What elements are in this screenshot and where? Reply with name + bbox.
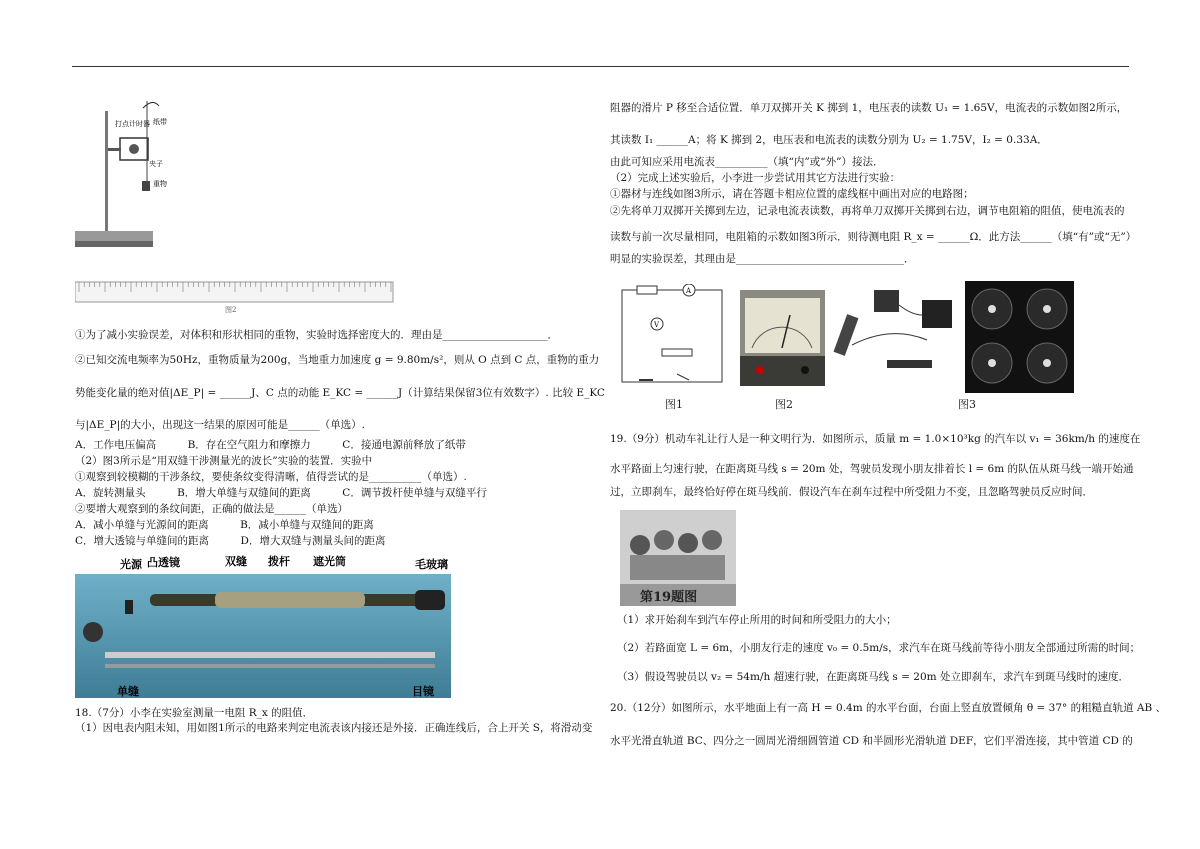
r-line-3: 由此可知应采用电流表__________（填“内”或“外”）接法． — [610, 156, 884, 168]
q3b-options-1: A．减小单缝与光源间的距离 B．减小单缝与双缝间的距离 — [75, 519, 374, 531]
q3-intro: （2）图3所示是“用双缝干涉测量光的波长”实验的装置．实验中 — [75, 455, 373, 467]
q3a-options: A．旋转测量头 B．增大单缝与双缝间的距离 C．调节拨杆使单缝与双缝平行 — [75, 487, 487, 499]
q19-line-1: 19.（9分）机动车礼让行人是一种文明行为．如图所示，质量 m = 1.0×10³kg 的汽车以 v₁ = 36km/h 的速度在 — [610, 433, 1141, 445]
caption-fig3: 图3 — [958, 398, 976, 411]
q19-part-3: （3）假设驾驶员以 v₂ = 54m/h 超速行驶，在距离斑马线 s = 20m 处立即刹车，求汽车到斑马线时的速度． — [617, 671, 1129, 683]
label-ground-glass: 毛玻璃 — [415, 558, 448, 571]
label-single-slit: 单缝 — [117, 685, 139, 698]
caption-fig1: 图1 — [665, 398, 683, 411]
figure-equipment-photo — [832, 285, 962, 385]
figure-resistance-box-photo — [965, 281, 1074, 393]
label-light-source: 光源 — [120, 558, 142, 571]
photo-caption: 第19题图 — [640, 590, 698, 605]
photo-children-crossing — [620, 510, 736, 606]
figure-double-slit-apparatus — [75, 552, 451, 698]
r-line-5: ①器材与连线如图3所示，请在答题卡相应位置的虚线框中画出对应的电路图； — [610, 188, 974, 200]
clip-label: 夹子 — [149, 160, 163, 168]
svg-text:V: V — [654, 321, 660, 329]
tape-label: 纸带 — [153, 118, 167, 126]
q3a-text: ①观察到较模糊的干涉条纹，要使条纹变得清晰，值得尝试的是__________（单选）. — [75, 471, 467, 483]
figure-timer-apparatus — [75, 96, 185, 251]
q19-part-2: （2）若路面宽 L = 6m，小朋友行走的速度 v₀ = 0.5m/s，求汽车在斑马线前等待小朋友全部通过所需的时间； — [617, 642, 1141, 654]
q19-line-2: 水平路面上匀速行驶，在距离斑马线 s = 20m 处，驾驶员发现小朋友排着长 l = 6m 的队伍从斑马线一端开始通 — [610, 463, 1134, 475]
r-line-6: ②先将单刀双掷开关掷到左边，记录电流表读数，再将单刀双掷开关掷到右边，调节电阻箱的阻值，使电流表的 — [610, 205, 1125, 217]
q3b-options-2: C．增大透镜与单缝间的距离 D．增大双缝与测量头间的距离 — [75, 535, 386, 547]
header-rule — [72, 66, 1129, 67]
label-light-tube: 遮光筒 — [313, 555, 346, 568]
q19-line-3: 过，立即刹车，最终恰好停在斑马线前．假设汽车在刹车过程中所受阻力不变，且忽略驾驶员反应时间． — [610, 486, 1093, 498]
fig2-label: 图2 — [225, 306, 237, 314]
label-lever: 拨杆 — [268, 555, 290, 568]
q2-line-c: 与|ΔE_P|的大小，出现这一结果的原因可能是______（单选）. — [75, 419, 365, 431]
timer-label: 打点计时器 — [115, 120, 150, 128]
label-eyepiece: 目镜 — [412, 685, 434, 698]
q1-text: ①为了减小实验误差，对体积和形状相同的重物，实验时选择密度大的．理由是____________________． — [75, 329, 558, 341]
label-convex-lens: 凸透镜 — [147, 556, 180, 569]
r-line-1: 阻器的滑片 P 移至合适位置．单刀双掷开关 K 掷到 1，电压表的读数 U₁ = 1.65V，电流表的示数如图2所示， — [610, 102, 1128, 114]
svg-text:A: A — [686, 287, 692, 295]
q2-line-b: 势能变化量的绝对值|ΔE_P| = ______J、C 点的动能 E_KC = ______J（计算结果保留3位有效数字）. 比较 E_KC — [75, 387, 605, 399]
q18a-text: （1）因电表内阻未知，用如图1所示的电路来判定电流表该内接还是外接．正确连线后，合上开关 S，将滑动变 — [75, 722, 593, 734]
q2-line-a: ②已知交流电频率为50Hz，重物质量为200g，当地重力加速度 g = 9.80m/s²，则从 O 点到 C 点，重物的重力 — [75, 354, 600, 366]
q19-part-1: （1）求开始刹车到汽车停止所用的时间和所受阻力的大小； — [617, 614, 897, 626]
r-line-2: 其读数 I₁ ______A；将 K 掷到 2，电压表和电流表的读数分别为 U₂ = 1.75V，I₂ = 0.33A． — [610, 134, 1048, 146]
figure-circuit-1 — [617, 284, 729, 388]
r-line-8: 明显的实验误差，其理由是________________________________． — [610, 253, 915, 265]
q20-line-1: 20.（12分）如图所示，水平地面上有一高 H = 0.4m 的水平台面，台面上竖直放置倾角 θ = 37° 的粗糙直轨道 AB 、 — [610, 702, 1167, 714]
q3b-text: ②要增大观察到的条纹间距，正确的做法是______（单选） — [75, 503, 348, 515]
weight-label: 重物 — [153, 180, 167, 188]
figure-paper-tape — [75, 276, 395, 318]
q18-title: 18.（7分）小李在实验室测量一电阻 R_x 的阻值． — [75, 707, 314, 719]
r-line-4: （2）完成上述实验后，小李进一步尝试用其它方法进行实验： — [610, 172, 901, 184]
label-double-slit: 双缝 — [225, 555, 247, 568]
r-line-7: 读数与前一次尽量相同，电阻箱的示数如图3所示．则待测电阻 R_x = ______Ω．此方法______（填“有”或“无”） — [610, 231, 1137, 243]
figure-ammeter-photo — [740, 290, 825, 386]
q2-options: A．工作电压偏高 B．存在空气阻力和摩擦力 C．接通电源前释放了纸带 — [75, 439, 466, 451]
caption-fig2: 图2 — [775, 398, 793, 411]
q20-line-2: 水平光滑直轨道 BC、四分之一圆周光滑细圆管道 CD 和半圆形光滑轨道 DEF，它们平滑连接，其中管道 CD 的 — [610, 735, 1133, 747]
